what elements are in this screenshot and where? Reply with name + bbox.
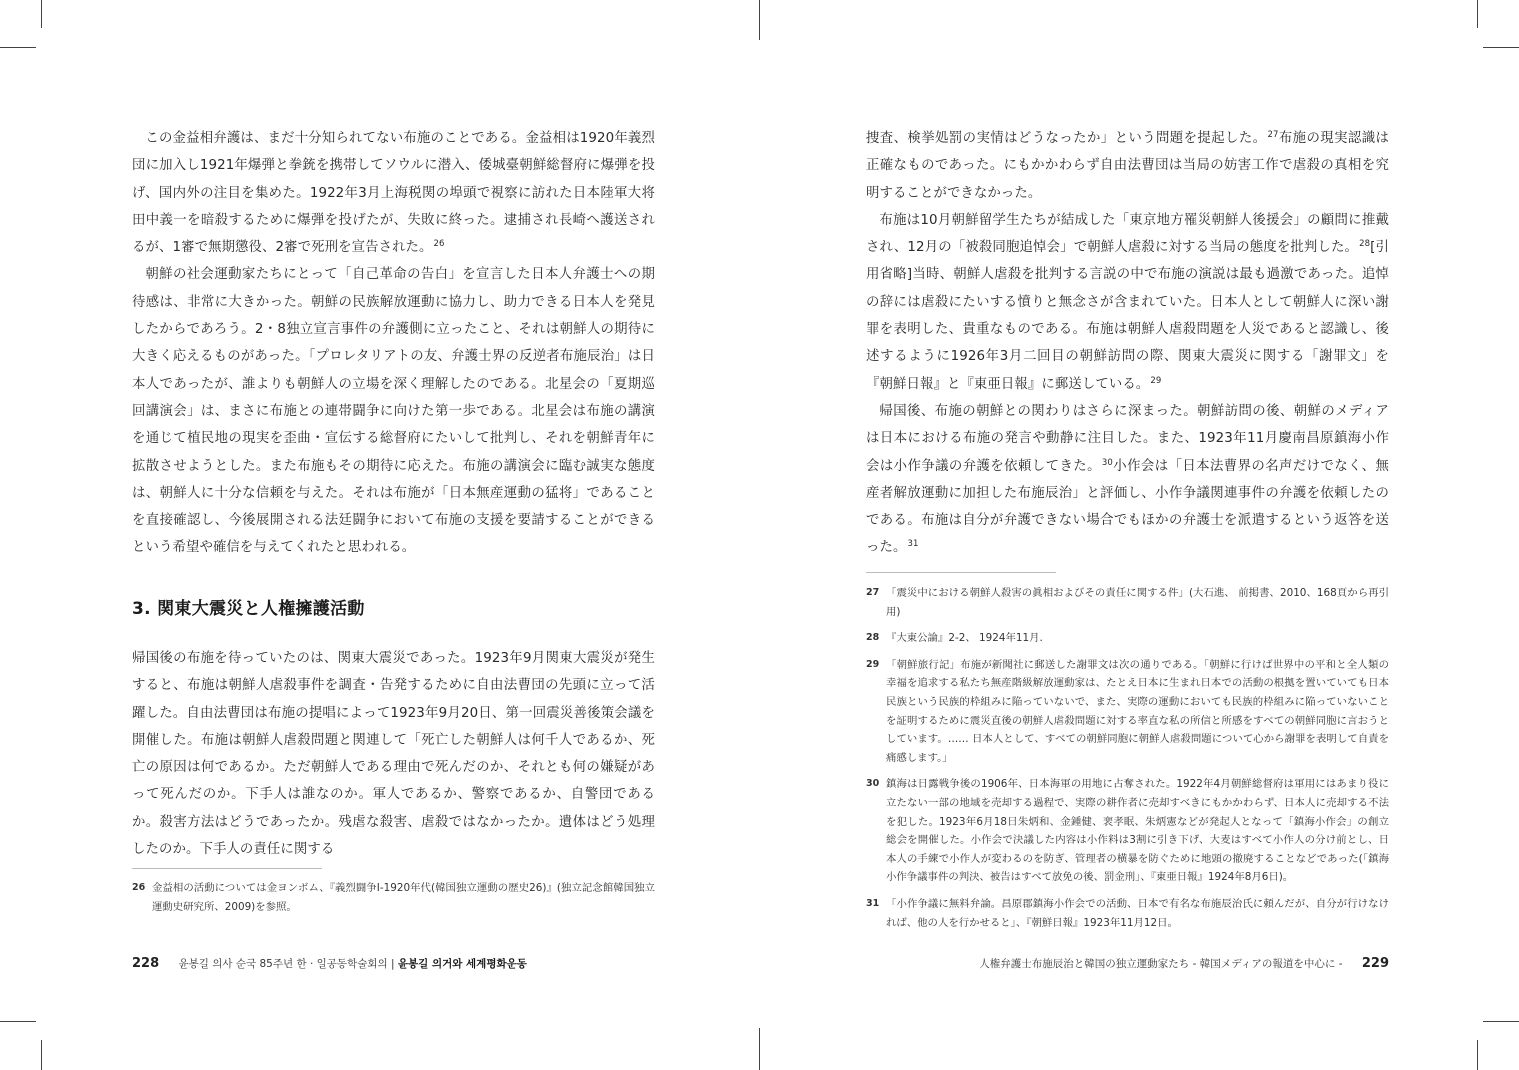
footnotes-left — [132, 879, 655, 924]
footnote-ref[interactable]: 30 — [1101, 457, 1113, 468]
section-title: 3. 関東大震災と人権擁護活動 — [132, 599, 365, 619]
paragraph: 捜査、検挙処罰の実情はどうなったか」という問題を提起した。$^{27}$布施の現実認識は正確なものであった。にもかかわらず自由法曹団は当局の妨害工作で虐殺の真相を究明することができなかった。 — [866, 130, 1389, 201]
footnote-text: 『大東公論』2-2、 1924年11月. — [886, 632, 1043, 645]
footnote-text: 「朝鮮旅行記」布施が新聞社に郵送した謝罪文は次の通りである。「朝鮮に行けば世界中の平和と全人類の幸福を追求する私たち無産階級解放運動家は、たとえ日本に生まれ日本での活動の根拠を置いていても日本民族という民族的枠組みに陥っていないで、また、実際の運動においても民族的枠組みに陥っていないことを証明するために震災直後の朝鮮人虐殺問題に対する率直な私の所信と所感をすべての朝鮮同胞に言おうとしています。…… 日本人として、すべての朝鮮同胞に朝鮮人虐殺問題について心から謝罪を表明して自責を痛感します。」 — [886, 658, 1389, 764]
footnote-divider — [866, 572, 1056, 573]
right-page — [760, 0, 1519, 1070]
running-title: 윤봉길 의사 순국 85주년 한 · 일공동학술회의 | — [178, 958, 398, 970]
running-title: 人権弁護士布施辰治と韓国の独立運動家たち - 韓国メディアの報道を中心に - — [979, 958, 1343, 970]
footnote-text: 金益相の活動については金ヨンボム、『義烈闘争Ⅰ-1920年代(韓国独立運動の歴史26)』(独立記念館韓国独立運動史研究所、2009)を参照。 — [152, 882, 655, 913]
footnote-ref[interactable]: 31 — [907, 539, 919, 550]
footnote-26 — [132, 879, 655, 916]
section-body — [132, 645, 655, 863]
footnote-ref[interactable]: 27 — [1267, 130, 1279, 140]
footnote-text: 「小作争議に無料弁論。昌原郡鎮海小作会での活動、日本で有名な布施辰治氏に頼んだが、自分が行けなければ、他の人を行かせると」、『朝鮮日報』1923年11月12日。 — [886, 897, 1389, 929]
footer-left — [132, 956, 527, 971]
paragraph: 布施は10月朝鮮留学生たちが結成した「東京地方罹災朝鮮人後援会」の顧問に推戴され、12月の「被殺同胞追悼会」で朝鮮人虐殺に対する当局の態度を批判した。$^{28}$[引用省略]当時、朝鮮人虐殺を批判する言説の中で布施の演説は最も過激であった。追悼の辞には虐殺にたいする憤りと無念さが含まれていた。日本人として朝鮮人に深い謝罪を表明した、貴重なものである。布施は朝鮮人虐殺問題を人災であると認識し、後述するように1926年3月二回目の朝鮮訪問の際、関東大震災に関する「謝罪文」を『朝鮮日報』と『東亜日報』に郵送している。$^{29}$ — [866, 212, 1389, 392]
left-body — [132, 125, 655, 562]
footnote-30 — [866, 775, 1389, 887]
page-number: 229 — [1361, 956, 1389, 971]
page-number: 228 — [132, 956, 160, 971]
paragraph: 帰国後の布施を待っていたのは、関東大震災であった。1923年9月関東大震災が発生すると、布施は朝鮮人虐殺事件を調査・告発するために自由法曹団の先頭に立って活躍した。自由法曹団は布施の提唱によって1923年9月20日、第一回震災善後策会議を開催した。布施は朝鮮人虐殺問題と関連して「死亡した朝鮮人は何千人であるか、死亡の原因は何であるか。ただ朝鮮人である理由で死んだのか、それとも何の嫌疑があって死んだのか。下手人は誰なのか。軍人であるか、警察であるか、自警団であるか。殺害方法はどうであったか。残虐な殺害、虐殺ではなかったか。遺体はどう処理したのか。下手人の責任に関する — [132, 651, 655, 858]
footnote-number: 26 — [132, 882, 146, 893]
footnote-number: 30 — [866, 778, 880, 790]
footer-right — [979, 956, 1389, 971]
footnote-number: 27 — [866, 587, 880, 598]
footnote-number: 28 — [866, 632, 880, 644]
footnote-number: 31 — [866, 897, 880, 909]
footnote-ref[interactable]: 28 — [1359, 239, 1371, 250]
footnote-28 — [866, 629, 1389, 648]
right-body — [866, 125, 1389, 562]
footnote-27 — [866, 584, 1389, 621]
footnote-text: 「震災中における朝鮮人殺害の眞相およびその責任に関する件」(大石進、 前掲書、2010、168頁から再引用) — [886, 587, 1389, 618]
footnote-31 — [866, 895, 1389, 932]
paragraph: 朝鮮の社会運動家たちにとって「自己革命の告白」を宣言した日本人弁護士への期待感は、非常に大きかった。朝鮮の民族解放運動に協力し、助力できる日本人を発見したからであろう。2・8独立宣言事件の弁護側に立ったこと、それは朝鮮人の期待に大きく応えるものがあった。「プロレタリアトの友、弁護士界の反逆者布施辰治」は日本人であったが、誰よりも朝鮮人の立場を深く理解したのである。北星会の「夏期巡回講演会」は、まさに布施との連帯闘争に向けた第一歩である。北星会は布施の講演を通じて植民地の現実を歪曲・宣伝する総督府にたいして批判し、それを朝鮮青年に拡散させようとした。また布施もその期待に応えた。布施の講演会に臨む誠実な態度は、朝鮮人に十分な信頼を与えた。それは布施が「日本無産運動の猛将」であることを直接確認し、今後展開される法廷闘争において布施の支援を要請することができるという希望や確信を与えてくれたと思われる。 — [132, 267, 655, 556]
footnotes-right — [866, 584, 1389, 940]
footnote-29 — [866, 656, 1389, 768]
footnote-ref[interactable]: 29 — [1150, 375, 1162, 386]
paragraph: 帰国後、布施の朝鮮との関わりはさらに深まった。朝鮮訪問の後、朝鮮のメディアは日本における布施の発言や動静に注目した。また、1923年11月慶南昌原鎮海小作会は小作争議の弁護を依頼してきた。$^{30}$小作会は「日本法曹界の名声だけでなく、無産者解放運動に加担した布施辰治」と評価し、小作争議関連事件の弁護を依頼したのである。布施は自分が弁護できない場合でもほかの弁護士を派遣するという返答を送った。$^{31}$ — [866, 403, 1389, 556]
paragraph: この金益相弁護は、まだ十分知られてない布施のことである。金益相は1920年義烈団に加入し1921年爆弾と拳銃を携帯してソウルに潜入、倭城臺朝鮮総督府に爆弾を投げ、国内外の注目を集めた。1922年3月上海税関の埠頭で視察に訪れた日本陸軍大将田中義一を暗殺するために爆弾を投げたが、失敗に終った。逮捕され長崎へ護送されるが、1審で無期懲役、2審で死刑を宣告された。$^{26}$ — [132, 131, 655, 256]
footnote-number: 29 — [866, 658, 880, 670]
footnote-divider — [132, 868, 322, 869]
footnote-ref[interactable]: 26 — [433, 239, 445, 250]
footnote-text: 鎮海は日露戦争後の1906年、日本海軍の用地に占奪された。1922年4月朝鮮総督府は軍用にはあまり役に立たない一部の地域を売却する過程で、実際の耕作者に売却すべきにもかかわらず、日本人に売却する不法を犯した。1923年6月18日朱炳和、金鍾健、裵孝眠、朱炳憲などが発起人となって「鎮海小作会」の創立総会を開催した。小作会で決議した内容は小作料は3割に引き下げ、大麦はすべて小作人の分け前とし、日本人の手練で小作人が変わるのを防ぎ、管理者の横暴を防ぐために地頭の撤廃することなどであった(「鎮海小作争議事件の判決、被告はすべて放免の後、罰金刑」、『東亜日報』1924年8月6日)。 — [886, 778, 1389, 884]
running-title-bold: 윤봉길 의거와 세계평화운동 — [397, 958, 527, 970]
